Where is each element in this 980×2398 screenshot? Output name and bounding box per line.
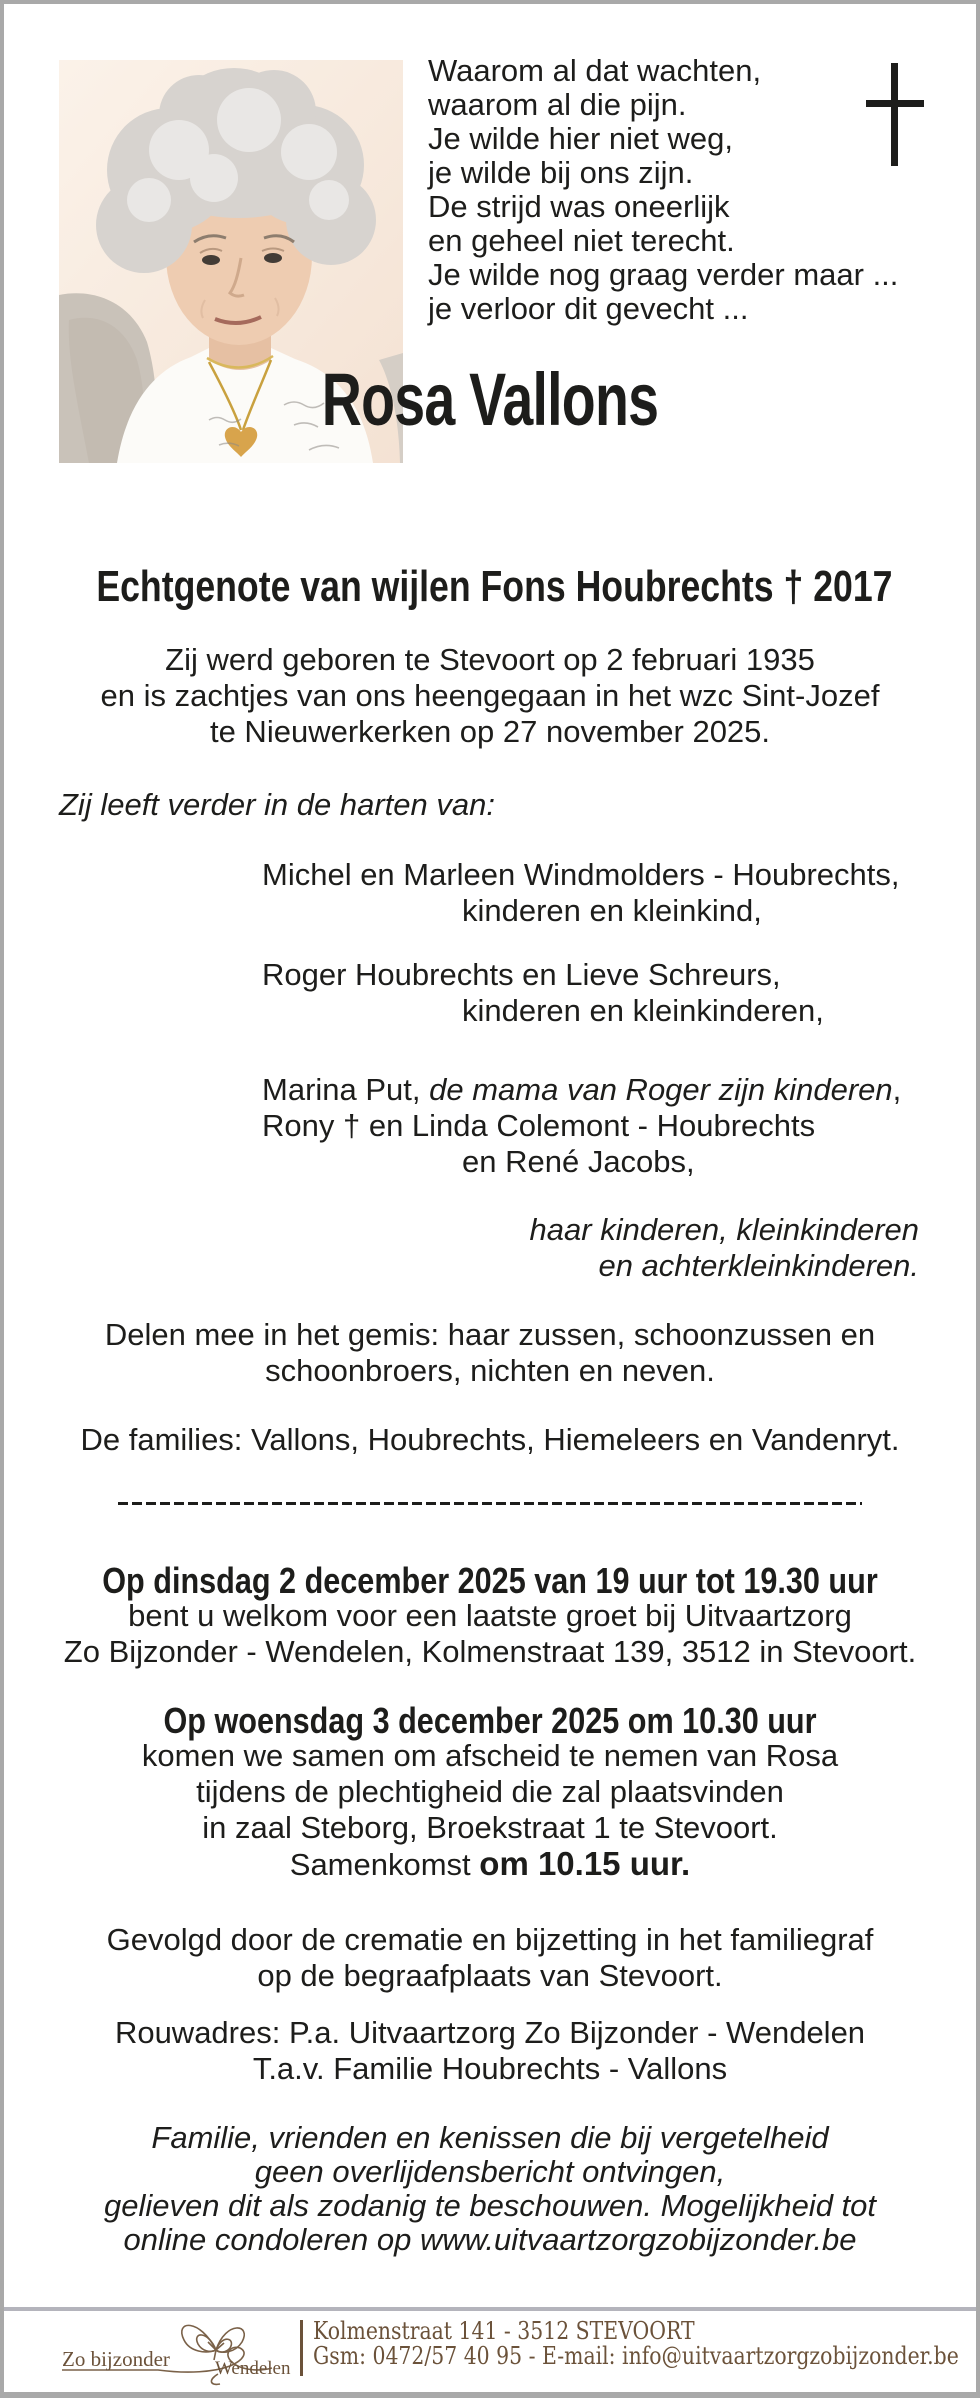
dashed-separator: [118, 1502, 862, 1505]
ceremony-line: in zaal Steborg, Broekstraat 1 te Stevoort.: [202, 1810, 778, 1845]
family-group-roger: [262, 957, 824, 1029]
family-names-line: Roger Houbrechts en Lieve Schreurs,: [262, 957, 781, 992]
poem-line: je verloor dit gevecht ...: [428, 291, 749, 326]
family-names-line: [262, 1072, 901, 1108]
ceremony-line: komen we samen om afscheid te nemen van Rosa: [141, 1738, 839, 1773]
footer-brand-name: Zo bijzonder: [62, 2347, 170, 2371]
visitation-line: Zo Bijzonder - Wendelen, Kolmenstraat 139, 3512 in Stevoort.: [63, 1634, 917, 1669]
notice-line: geen overlijdensbericht ontvingen,: [254, 2154, 726, 2189]
footer-address: Kolmenstraat 141 - 3512 STEVOORT: [313, 2317, 695, 2345]
cremation-block: [4, 1922, 976, 1994]
descendants-line: haar kinderen, kleinkinderen: [529, 1212, 919, 1247]
mourning-address-line: Rouwadres: P.a. Uitvaartzorg Zo Bijzonder - Wendelen: [114, 2015, 866, 2050]
spouse-line: Echtgenote van wijlen Fons Houbrechts † 2017: [96, 562, 893, 611]
families-line: De families: Vallons, Houbrechts, Hiemeleers en Vandenryt.: [80, 1422, 900, 1457]
ceremony-line: tijdens de plechtigheid die zal plaatsvinden: [196, 1774, 784, 1809]
ceremony-details: [4, 1738, 976, 1846]
footer-contact-block: [313, 2319, 959, 2369]
poem-line: Waarom al dat wachten,: [428, 53, 762, 88]
cremation-line: Gevolgd door de crematie en bijzetting in het familiegraf: [106, 1922, 874, 1957]
poem-line: waarom al die pijn.: [428, 87, 687, 122]
gathering-line: [4, 1846, 976, 1883]
family-group-marina: [262, 1072, 901, 1180]
family-names-line: Michel en Marleen Windmolders - Houbrechts,: [262, 857, 900, 892]
notice-line: online condoleren op www.uitvaartzorgzobijzonder.be: [123, 2222, 857, 2257]
descendants-block: [530, 1212, 919, 1284]
family-children-line: kinderen en kleinkind,: [462, 893, 762, 928]
poem-line: Je wilde hier niet weg,: [428, 121, 733, 156]
descendants-line: en achterkleinkinderen.: [598, 1248, 919, 1283]
family-group-michel: [262, 857, 899, 929]
sharing-block: [4, 1317, 976, 1389]
death-date-line: te Nieuwerkerken op 27 november 2025.: [209, 714, 771, 749]
visitation-details: [4, 1598, 976, 1670]
footer-separator-bar: [300, 2320, 303, 2376]
visitation-line: bent u welkom voor een laatste groet bij Uitvaartzorg: [128, 1598, 852, 1633]
family-name-suffix: ,: [892, 1072, 902, 1107]
sharing-line: Delen mee in het gemis: haar zussen, schoonzussen en: [104, 1317, 876, 1352]
cremation-line: op de begraafplaats van Stevoort.: [257, 1958, 723, 1993]
mourning-address: [4, 2015, 976, 2087]
notice-line: gelieven dit als zodanig te beschouwen. Mogelijkheid tot: [103, 2188, 877, 2223]
visitation-heading: Op dinsdag 2 december 2025 van 19 uur tot 19.30 uur: [102, 1560, 878, 1601]
family-children-line: kinderen en kleinkinderen,: [462, 993, 824, 1028]
poem-line: je wilde bij ons zijn.: [428, 155, 694, 190]
family-name-italic: de mama van Roger zijn kinderen: [429, 1072, 893, 1107]
family-name-prefix: Marina Put,: [262, 1072, 430, 1107]
family-names-line: Rony † en Linda Colemont - Houbrechts: [262, 1108, 816, 1143]
gathering-prefix: Samenkomst: [289, 1847, 480, 1882]
birth-line: Zij werd geboren te Stevoort op 2 februari 1935: [165, 642, 815, 677]
sharing-line: schoonbroers, nichten en neven.: [265, 1353, 715, 1388]
mourning-address-line: T.a.v. Familie Houbrechts - Vallons: [252, 2051, 728, 2086]
family-names-line: en René Jacobs,: [462, 1144, 695, 1179]
deceased-name: Rosa Vallons: [321, 358, 659, 441]
footer-brand-surname: Wendelen: [215, 2358, 291, 2379]
poem-line: Je wilde nog graag verder maar ...: [428, 257, 899, 292]
poem: [428, 54, 898, 326]
notice-line: Familie, vrienden en kenissen die bij vergetelheid: [151, 2120, 829, 2155]
gathering-time: om 10.15 uur.: [479, 1845, 691, 1882]
condolence-notice: [4, 2121, 976, 2257]
birth-death-paragraph: [4, 642, 976, 750]
poem-line: en geheel niet terecht.: [428, 223, 735, 258]
footer-phone-email: Gsm: 0472/57 40 95 - E-mail: info@uitvaartzorgzobijzonder.be: [313, 2342, 959, 2370]
ceremony-heading: Op woensdag 3 december 2025 om 10.30 uur: [163, 1700, 817, 1741]
survivors-intro: Zij leeft verder in de harten van:: [59, 787, 495, 822]
death-place-line: en is zachtjes van ons heengegaan in het wzc Sint-Jozef: [100, 678, 880, 713]
poem-line: De strijd was oneerlijk: [428, 189, 730, 224]
